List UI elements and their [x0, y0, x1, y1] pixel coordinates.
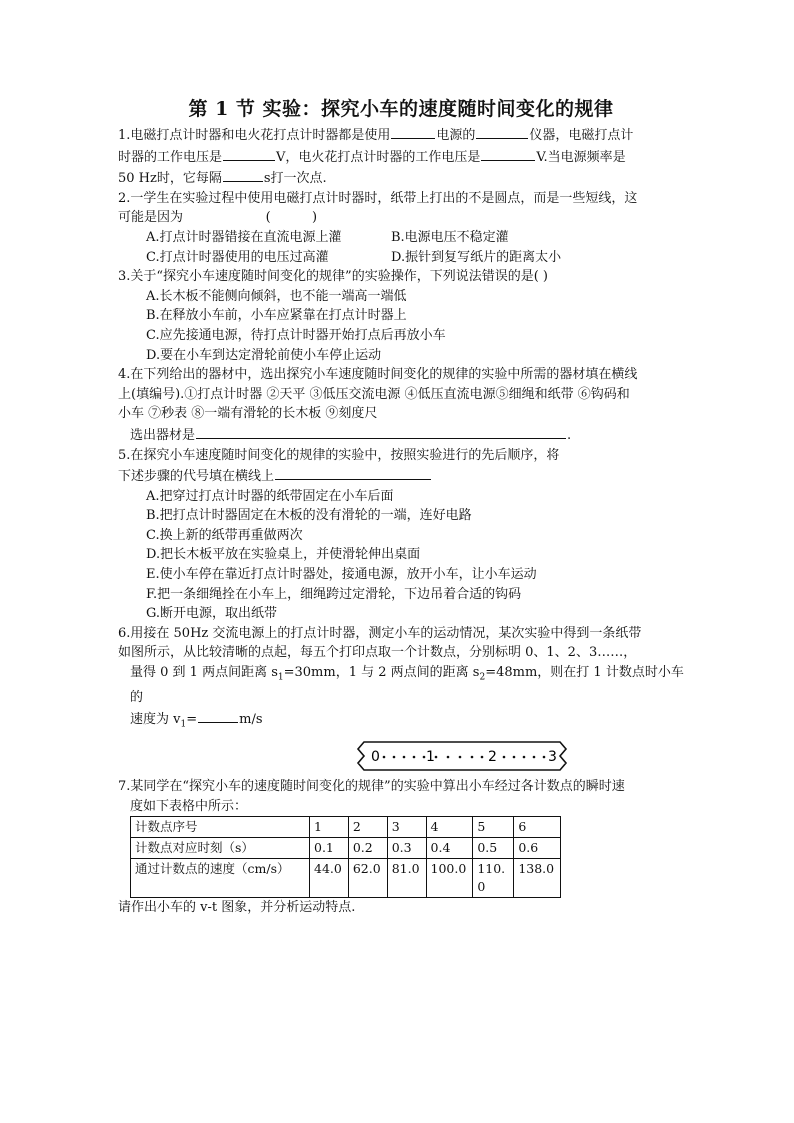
tape-dot — [423, 756, 426, 759]
q3-stem: 3.关于“探究小车速度随时间变化的规律”的实验操作，下列说法错误的是( ) — [118, 269, 548, 285]
tape-label-1: 1 — [426, 749, 435, 765]
tape-dot — [503, 756, 506, 759]
q4-line1: 4.在下列给出的器材中，选出探究小车速度随时间变化的规律的实验中所需的器材填在横线 — [118, 367, 638, 383]
tape-dots — [383, 756, 546, 759]
q5-answer-blank[interactable] — [275, 465, 431, 480]
q5-line2: 下述步骤的代号填在横线上 — [118, 469, 275, 485]
worksheet — [118, 96, 684, 918]
q1-blank-4[interactable] — [481, 146, 535, 161]
q5-step-c: C.换上新的纸带再重做两次 — [146, 527, 303, 543]
q5-line1: 5.在探究小车速度随时间变化的规律的实验中，按照实验进行的先后顺序，将 — [118, 447, 560, 463]
q1-blank-5[interactable] — [223, 167, 263, 182]
q7-footer: 请作出小车的 v-t 图象，并分析运动特点. — [118, 900, 356, 916]
q5-step-a: A.把穿过打点计时器的纸带固定在小车后面 — [146, 488, 394, 504]
q1-text-h: s打一次点. — [263, 171, 327, 187]
q1-text-c: 仪器，电磁打点计 — [529, 128, 634, 143]
page-title: 第 1 节 实验：探究小车的速度随时间变化的规律 — [188, 98, 614, 120]
q1-text-g: 50 Hz时，它每隔 — [118, 171, 222, 187]
q2-stem-line1: 2.一学生在实验过程中使用电磁打点计时器时，纸带上打出的不是圆点，而是一些短线，这 — [118, 190, 638, 206]
q7-line2: 度如下表格中所示： — [130, 798, 248, 814]
tape-dot — [383, 756, 386, 759]
q6-line1: 6.用接在 50Hz 交流电源上的打点计时器，测定小车的运动情况，某次实验中得到一条纸带 — [118, 625, 642, 641]
q1-text-b: 电源的 — [436, 128, 476, 143]
tape-dot — [471, 756, 474, 759]
question-5 — [118, 446, 684, 624]
question-6: 6.用接在 50Hz 交流电源上的打点计时器，测定小车的运动情况，某次实验中得到一条纸带 如图所示，从比较清晰的点起，每五个打印点取一个计数点，分别标明 0、1、2、3……， 量得 0 到 1 两点间距离 $s_1=30mm$，1 与 2 两点间的距离 $s_2=48mm$，则在打 1 计数点时小车的 速度为 $v_1= m/s$ 0 1 2 3 — [118, 624, 684, 775]
q5-step-d: D.把长木板平放在实验桌上，并使滑轮伸出桌面 — [146, 547, 421, 563]
q5-step-b: B.把打点计时器固定在木板的没有滑轮的一端，连好电路 — [146, 508, 472, 524]
q1-blank-3[interactable] — [223, 146, 275, 161]
velocity-table — [130, 816, 561, 898]
table-row: 通过计数点的速度（cm/s） 44.0 62.0 81.0 100.0 110. 0 138.0 — [131, 859, 561, 898]
tape-dot — [435, 756, 438, 759]
paper-tape-figure — [118, 739, 684, 775]
q2-option-c: C.打点计时器使用的电压过高灌 — [146, 249, 329, 265]
q3-option-d: D.要在小车到达定滑轮前使小车停止运动 — [146, 347, 382, 363]
q1-text-a: 1.电磁打点计时器和电火花打点计时器都是使用 — [118, 128, 391, 143]
q3-option-b: B.在释放小车前，小车应紧靠在打点计时器上 — [146, 308, 407, 324]
question-1 — [118, 124, 684, 189]
tape-dot — [403, 756, 406, 759]
question-3 — [118, 267, 684, 365]
tape-dot — [481, 756, 484, 759]
question-4: 4.在下列给出的器材中，选出探究小车速度随时间变化的规律的实验中所需的器材填在横线 上(填编号).①打点计时器 ②天平 ③低压交流电源 ④低压直流电源⑤细绳和纸带 ⑥钩码和 小车 ⑦秒表 ⑧一端有滑轮的长木板 ⑨刻度尺 选出器材是 . — [118, 365, 684, 445]
q5-step-g: G.断开电源，取出纸带 — [146, 606, 278, 622]
q5-step-f: F.把一条细绳拴在小车上，细绳跨过定滑轮，下边吊着合适的钩码 — [146, 586, 522, 602]
q4-answer-blank[interactable] — [196, 424, 566, 439]
q2-stem-line2: 可能是因为 ( ) — [118, 210, 318, 226]
tape-dot — [393, 756, 396, 759]
tape-dot — [447, 756, 450, 759]
tape-label-3: 3 — [548, 749, 557, 765]
q1-text-e: V，电火花打点计时器的工作电压是 — [276, 149, 481, 165]
tape-dot — [533, 756, 536, 759]
table-row: 计数点序号 1 2 3 4 5 6 — [131, 817, 561, 838]
q1-blank-2[interactable] — [476, 124, 528, 139]
table-row: 计数点对应时刻（s） 0.1 0.2 0.3 0.4 0.5 0.6 — [131, 838, 561, 859]
tape-dot — [523, 756, 526, 759]
q2-option-d: D.振针到复写纸片的距离太小 — [391, 249, 562, 265]
tape-dot — [459, 756, 462, 759]
q5-step-e: E.使小车停在靠近打点计时器处，接通电源，放开小车，让小车运动 — [146, 567, 537, 583]
q3-option-c: C.应先接通电源，待打点计时器开始打点后再放小车 — [146, 327, 446, 343]
tape-dot — [543, 756, 546, 759]
q7-line1: 7.某同学在“探究小车的速度随时间变化的规律”的实验中算出小车经过各计数点的瞬时速 — [118, 779, 625, 794]
q1-text-f: V.当电源频率是 — [536, 149, 626, 165]
q4-line2: 上(填编号).①打点计时器 ②天平 ③低压交流电源 ④低压直流电源⑤细绳和纸带 ⑥钩码和 — [118, 386, 630, 402]
q6-answer-blank[interactable] — [198, 708, 238, 723]
q2-option-b: B.电源电压不稳定灌 — [391, 229, 509, 245]
q1-text-d: 时器的工作电压是 — [118, 149, 223, 165]
q2-option-a: A.打点计时器错接在直流电源上灌 — [146, 229, 342, 245]
tape-label-2: 2 — [488, 749, 497, 765]
tape-dot — [413, 756, 416, 759]
q1-blank-1[interactable] — [391, 124, 435, 139]
q4-line3: 小车 ⑦秒表 ⑧一端有滑轮的长木板 ⑨刻度尺 — [118, 406, 378, 422]
tape-dot — [513, 756, 516, 759]
question-2 — [118, 189, 684, 267]
q3-option-a: A.长木板不能侧向倾斜，也不能一端高一端低 — [146, 288, 407, 304]
question-7 — [118, 777, 684, 918]
tape-label-0: 0 — [371, 749, 380, 765]
q4-answer-label: 选出器材是 — [130, 427, 196, 443]
q6-line2: 如图所示，从比较清晰的点起，每五个打印点取一个计数点，分别标明 0、1、2、3……， — [118, 645, 637, 661]
paper-tape — [354, 739, 572, 773]
